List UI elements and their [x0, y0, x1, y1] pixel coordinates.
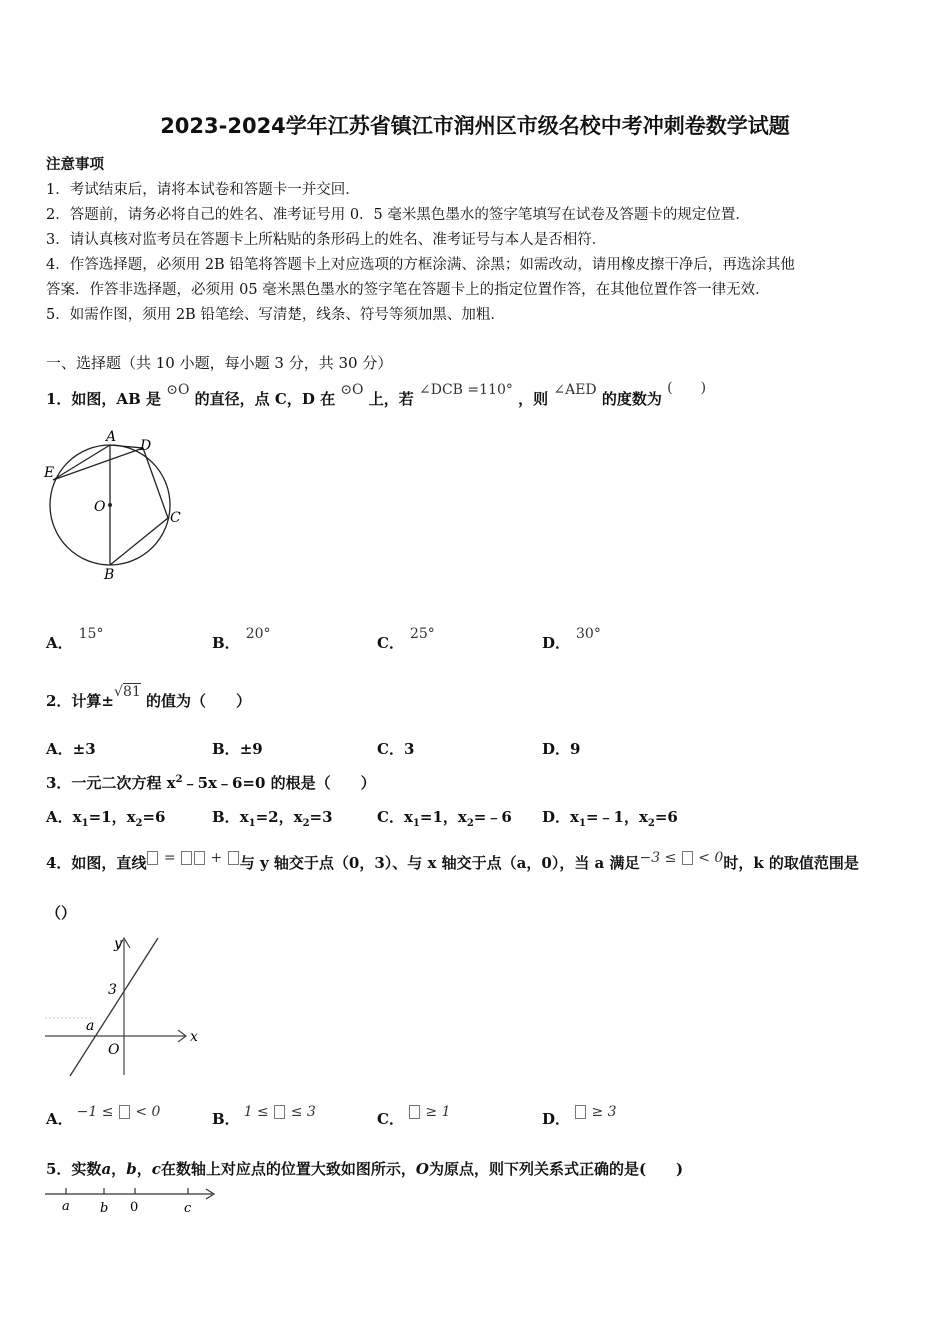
option-label: C．	[377, 1110, 404, 1128]
text: x	[239, 808, 249, 826]
text: 2．计算±	[46, 692, 115, 710]
label-E: E	[44, 465, 55, 481]
text: x	[403, 808, 413, 826]
placeholder-box	[228, 851, 239, 865]
placeholder-box	[147, 851, 158, 865]
subscript: 1	[81, 818, 89, 829]
option-label: D．	[542, 634, 571, 652]
option-c[interactable]	[377, 1104, 451, 1129]
option-label: B．	[212, 808, 240, 826]
text: 与 y 轴交于点（0，3）、与 x 轴交于点（a，0），当 a 满足	[239, 854, 640, 872]
answer-paren: ( )	[667, 380, 707, 396]
option-c[interactable]	[377, 738, 414, 759]
option-value: 15°	[78, 626, 104, 642]
var-c: c	[151, 1160, 161, 1178]
notice-item: 答案．作答非选择题，必须用 05 毫米黑色墨水的签字笔在答题卡上的指定位置作答，在其他位置作答一律无效．	[46, 282, 770, 298]
number-line-figure	[40, 1182, 225, 1222]
text: =3	[309, 808, 333, 826]
option-label: B．	[212, 634, 240, 652]
option-a[interactable]	[46, 626, 104, 653]
option-value	[574, 1104, 617, 1120]
text: −1 ≤	[76, 1104, 114, 1120]
text: < 0	[698, 850, 724, 866]
line-graph-figure	[40, 930, 210, 1085]
text: ≤ 3	[290, 1104, 316, 1120]
option-d[interactable]	[542, 738, 580, 759]
option-b[interactable]	[212, 738, 263, 759]
section-heading: 一、选择题（共 10 小题，每小题 3 分，共 30 分）	[46, 354, 393, 372]
subscript: 1	[578, 818, 586, 829]
text: 1 ≤	[243, 1104, 269, 1120]
subscript: 1	[248, 818, 256, 829]
label-A: A	[106, 429, 117, 445]
option-c[interactable]	[377, 806, 512, 829]
option-value	[244, 1104, 316, 1120]
text: 的值为（ ）	[146, 692, 252, 710]
radicand: 81	[122, 684, 141, 700]
text: ，	[111, 1160, 127, 1178]
question-5-stem	[46, 1158, 683, 1179]
text: 5．实数	[46, 1160, 102, 1178]
var-b: b	[126, 1160, 137, 1178]
text: 上，若	[368, 390, 414, 408]
subscript: 1	[412, 818, 420, 829]
placeholder-box	[194, 851, 205, 865]
text: 为原点，则下列关系式正确的是( )	[428, 1160, 684, 1178]
question-1-stem	[46, 380, 707, 409]
text: 在数轴上对应点的位置大致如图所示，	[160, 1160, 416, 1178]
option-value: 9	[570, 740, 581, 758]
option-value: ±3	[72, 740, 96, 758]
text: =6	[654, 808, 678, 826]
label-b: b	[100, 1201, 109, 1216]
label-a: a	[86, 1018, 95, 1034]
text: 3．一元二次方程 x	[46, 774, 176, 792]
text: =	[163, 850, 176, 866]
option-value: 30°	[576, 626, 601, 642]
option-b[interactable]	[212, 626, 271, 653]
text: ≥ 1	[425, 1104, 451, 1120]
subscript: 2	[647, 818, 655, 829]
label-B: B	[104, 567, 115, 583]
text: =﹣6	[473, 808, 512, 826]
label-O: O	[108, 1042, 120, 1058]
notice-item: 4．作答选择题，必须用 2B 铅笔将答题卡上对应选项的方框涂满、涂黑；如需改动，请用橡皮擦干净后，再选涂其他	[46, 257, 795, 273]
text: ，	[136, 1160, 152, 1178]
option-b[interactable]	[212, 806, 333, 829]
text: x	[570, 808, 579, 826]
label-zero: 0	[130, 1200, 139, 1215]
option-c[interactable]	[377, 626, 435, 653]
subscript: 2	[466, 818, 474, 829]
text: 4．如图，直线	[46, 854, 147, 872]
label-c: c	[184, 1201, 192, 1216]
option-a[interactable]	[46, 806, 166, 829]
text: ﹣5x﹣6=0 的根是（ ）	[182, 774, 376, 792]
option-value: 25°	[409, 626, 435, 642]
placeholder-box	[409, 1105, 420, 1119]
option-label: B．	[212, 740, 240, 758]
option-label: A．	[46, 808, 73, 826]
option-label: A．	[46, 634, 73, 652]
option-value: 20°	[245, 626, 271, 642]
text: x	[72, 808, 82, 826]
text: 时，k 的取值范围是	[723, 854, 859, 872]
label-x: x	[190, 1029, 198, 1045]
text: =1，x	[88, 808, 136, 826]
label-D: D	[140, 438, 152, 454]
option-value	[77, 1104, 161, 1120]
notice-item: 3．请认真核对监考员在答题卡上所粘贴的条形码上的姓名、准考证号与本人是否相符．	[46, 232, 607, 248]
page-title: 2023-2024学年江苏省镇江市润州区市级名校中考冲刺卷数学试题	[160, 114, 790, 138]
circle-symbol: ⊙O	[340, 382, 364, 398]
placeholder-box	[274, 1105, 285, 1119]
option-label: C．	[377, 808, 404, 826]
text: 1．如图，AB 是	[46, 390, 161, 408]
option-label: A．	[46, 1110, 73, 1128]
sqrt-expression: √81	[114, 684, 141, 700]
var-a: a	[101, 1160, 112, 1178]
option-label: C．	[377, 740, 404, 758]
placeholder-box	[575, 1105, 586, 1119]
text: 的直径，点 C，D 在	[194, 390, 336, 408]
option-label: B．	[212, 1110, 240, 1128]
line-equation	[146, 850, 239, 866]
circle-figure	[40, 425, 200, 585]
text: =1，x	[419, 808, 467, 826]
var-O: O	[415, 1160, 429, 1178]
angle-expression: ∠AED	[553, 382, 597, 398]
text: ≥ 3	[591, 1104, 617, 1120]
option-label: D．	[542, 740, 571, 758]
option-value	[408, 1104, 451, 1120]
label-a: a	[62, 1199, 70, 1214]
option-d[interactable]	[542, 806, 678, 829]
notice-heading: 注意事项	[46, 156, 104, 173]
option-a[interactable]	[46, 1104, 161, 1129]
subscript: 2	[135, 818, 143, 829]
option-label: A．	[46, 740, 73, 758]
option-b[interactable]	[212, 1104, 316, 1129]
option-label: D．	[542, 1110, 571, 1128]
text: =﹣1，x	[585, 808, 648, 826]
answer-paren: （）	[46, 904, 77, 922]
text: 的度数为	[601, 390, 662, 408]
question-4-stem	[46, 852, 859, 873]
label-y: y	[114, 936, 122, 952]
option-d[interactable]	[542, 1104, 617, 1129]
question-3-stem	[46, 772, 376, 793]
placeholder-box	[119, 1105, 130, 1119]
option-label: D．	[542, 808, 571, 826]
notice-item: 1．考试结束后，请将本试卷和答题卡一并交回．	[46, 182, 360, 198]
label-3: 3	[108, 982, 117, 998]
label-O: O	[94, 499, 106, 515]
text: −3 ≤	[639, 850, 677, 866]
subscript: 2	[302, 818, 310, 829]
condition-expression	[639, 850, 723, 866]
circle-symbol: ⊙O	[166, 382, 190, 398]
notice-item: 2．答题前，请务必将自己的姓名、准考证号用 0．5 毫米黑色墨水的签字笔填写在试卷及答题卡的规定位置．	[46, 207, 750, 223]
exponent: 2	[175, 774, 183, 785]
option-d[interactable]	[542, 626, 601, 653]
angle-expression: ∠DCB =110°	[419, 382, 513, 398]
question-2-stem	[46, 684, 252, 711]
option-label: C．	[377, 634, 404, 652]
placeholder-box	[181, 851, 192, 865]
option-a[interactable]	[46, 738, 96, 759]
text: =6	[142, 808, 166, 826]
text: < 0	[135, 1104, 161, 1120]
option-value: ±9	[239, 740, 263, 758]
notice-item: 5．如需作图，须用 2B 铅笔绘、写清楚，线条、符号等须加黑、加粗．	[46, 307, 505, 323]
placeholder-box	[682, 851, 693, 865]
option-value: 3	[403, 740, 415, 758]
text: ，则	[518, 390, 549, 408]
text: =2，x	[255, 808, 303, 826]
text: +	[210, 850, 223, 866]
label-C: C	[170, 510, 181, 526]
